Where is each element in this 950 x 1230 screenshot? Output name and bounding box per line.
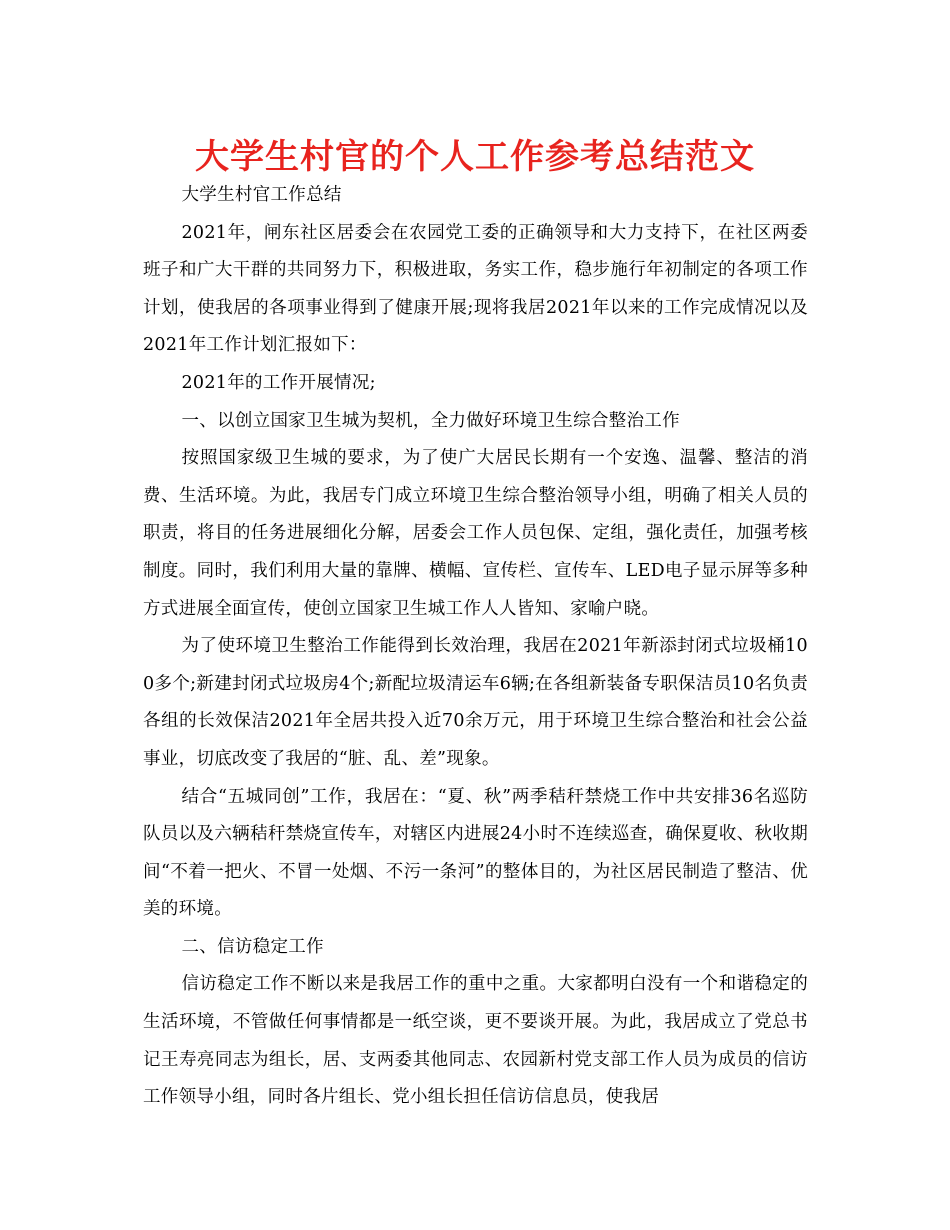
- paragraph-hygiene-3: 结合“五城同创”工作，我居在：“夏、秋”两季秸秆禁烧工作中共安排36名巡防队员以及六辆秸秆禁烧宣传车，对辖区内进展24小时不连续巡查，确保夏收、秋收期间“不着一把火、不冒一处烟、不污一条河”的整体目的，为社区居民制造了整洁、优美的环境。: [143, 786, 808, 920]
- document-title: 大学生村官的个人工作参考总结范文: [195, 137, 755, 177]
- section-heading-2: 二、信访稳定工作: [181, 936, 324, 957]
- paragraph-status-heading: 2021年的工作开展情况;: [181, 372, 376, 393]
- paragraph-subtitle: 大学生村官工作总结: [181, 185, 342, 205]
- document-body: [143, 177, 808, 1117]
- paragraph-hygiene-1: 按照国家级卫生城的要求，为了使广大居民长期有一个安逸、温馨、整洁的消费、生活环境。为此，我居专门成立环境卫生综合整治领导小组，明确了相关人员的职责，将目的任务进展细化分解，居委会工作人员包保、定组，强化责任，加强考核制度。同时，我们利用大量的靠牌、横幅、宣传栏、宣传车、LED电子显示屏等多种方式进展全面宣传，使创立国家卫生城工作人人皆知、家喻户晓。: [143, 448, 808, 619]
- paragraph-intro: 2021年，闸东社区居委会在农园党工委的正确领导和大力支持下，在社区两委班子和广大干群的共同努力下，积极进取，务实工作，稳步施行年初制定的各项工作计划，使我居的各项事业得到了健康开展;现将我居2021年以来的工作完成情况以及2021年工作计划汇报如下：: [143, 222, 808, 356]
- section-heading-1: 一、以创立国家卫生城为契机，全力做好环境卫生综合整治工作: [181, 410, 680, 431]
- paragraph-hygiene-2: 为了使环境卫生整治工作能得到长效治理，我居在2021年新添封闭式垃圾桶100多个;新建封闭式垃圾房4个;新配垃圾清运车6辆;在各组新装备专职保洁员10名负责各组的长效保洁2021年全居共投入近70余万元，用于环境卫生综合整治和社会公益事业，切底改变了我居的“脏、乱、差”现象。: [143, 636, 808, 769]
- paragraph-petition-1: 信访稳定工作不断以来是我居工作的重中之重。大家都明白没有一个和谐稳定的生活环境，不管做任何事情都是一纸空谈，更不要谈开展。为此，我居成立了党总书记王寿亮同志为组长，居、支两委其他同志、农园新村党支部工作人员为成员的信访工作领导小组，同时各片组长、党小组长担任信访信息员，使我居: [143, 974, 808, 1108]
